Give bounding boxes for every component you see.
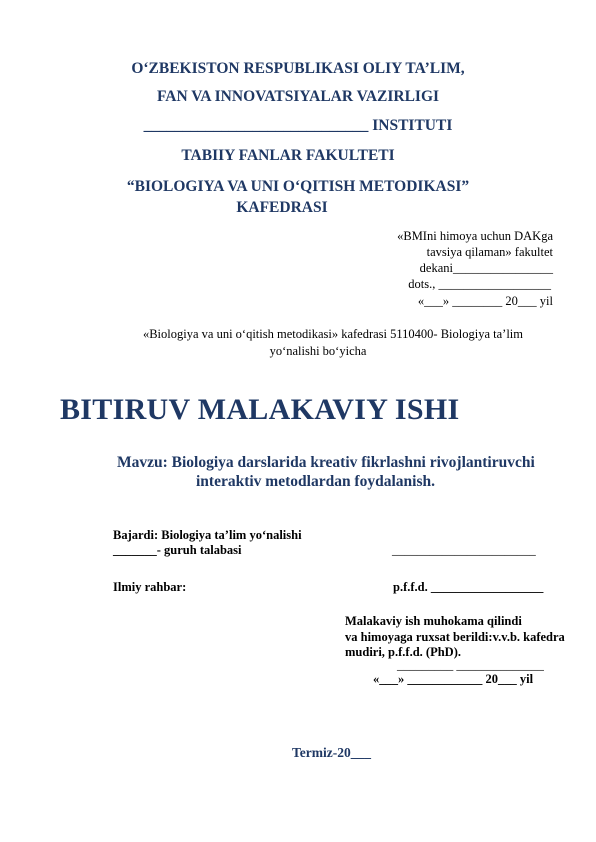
author-signature-line: _______________________: [392, 543, 536, 557]
department-note-line-2: yo‘nalishi bo‘yicha: [269, 344, 367, 358]
topic-line-2: interaktiv metodlardan foydalanish.: [196, 473, 435, 490]
institute-line: _____________________________ INSTITUTI: [143, 117, 453, 134]
approval-line-4: dots., __________________: [408, 277, 551, 291]
footer-city-year: Termiz-20___: [292, 745, 371, 760]
document-title: BITIRUV MALAKAVIY ISHI: [60, 393, 460, 426]
defense-date-line: «___» ____________ 20___ yil: [373, 672, 534, 686]
ministry-line-2: FAN VA INNOVATSIYALAR VAZIRLIGI: [156, 88, 440, 105]
author-line-1: Bajardi: Biologiya ta’lim yo‘nalishi: [113, 528, 302, 542]
defense-line-2: va himoyaga ruxsat berildi:v.v.b. kafedra: [345, 630, 565, 644]
approval-line-3: dekani________________: [419, 261, 553, 275]
approval-line-5: «___» ________ 20___ yil: [417, 294, 553, 308]
department-line: “BIOLOGIYA VA UNI O‘QITISH METODIKASI”: [126, 178, 470, 195]
approval-line-1: «BMIni himoya uchun DAKga: [397, 229, 553, 243]
topic-line-1: Mavzu: Biologiya darslarida kreativ fikrlashni rivojlantiruvchi: [117, 454, 535, 471]
ministry-line-1: O‘ZBEKISTON RESPUBLIKASI OLIY TA’LIM,: [131, 60, 465, 77]
author-line-2: _______- guruh talabasi: [113, 543, 242, 557]
defense-signature-line: _________ ______________: [397, 658, 544, 672]
department-note-line-1: «Biologiya va uni o‘qitish metodikasi» kafedrasi 5110400- Biologiya ta’lim: [142, 327, 524, 341]
defense-line-3: mudiri, p.f.f.d. (PhD).: [345, 645, 461, 659]
supervisor-signature-line: p.f.f.d. __________________: [393, 580, 544, 594]
approval-line-2: tavsiya qilaman» fakultet: [426, 245, 553, 259]
faculty-line: TABIIY FANLAR FAKULTETI: [181, 147, 395, 164]
supervisor-label: Ilmiy rahbar:: [113, 580, 187, 594]
defense-line-1: Malakaviy ish muhokama qilindi: [345, 614, 522, 628]
department-kafedra: KAFEDRASI: [236, 199, 328, 216]
